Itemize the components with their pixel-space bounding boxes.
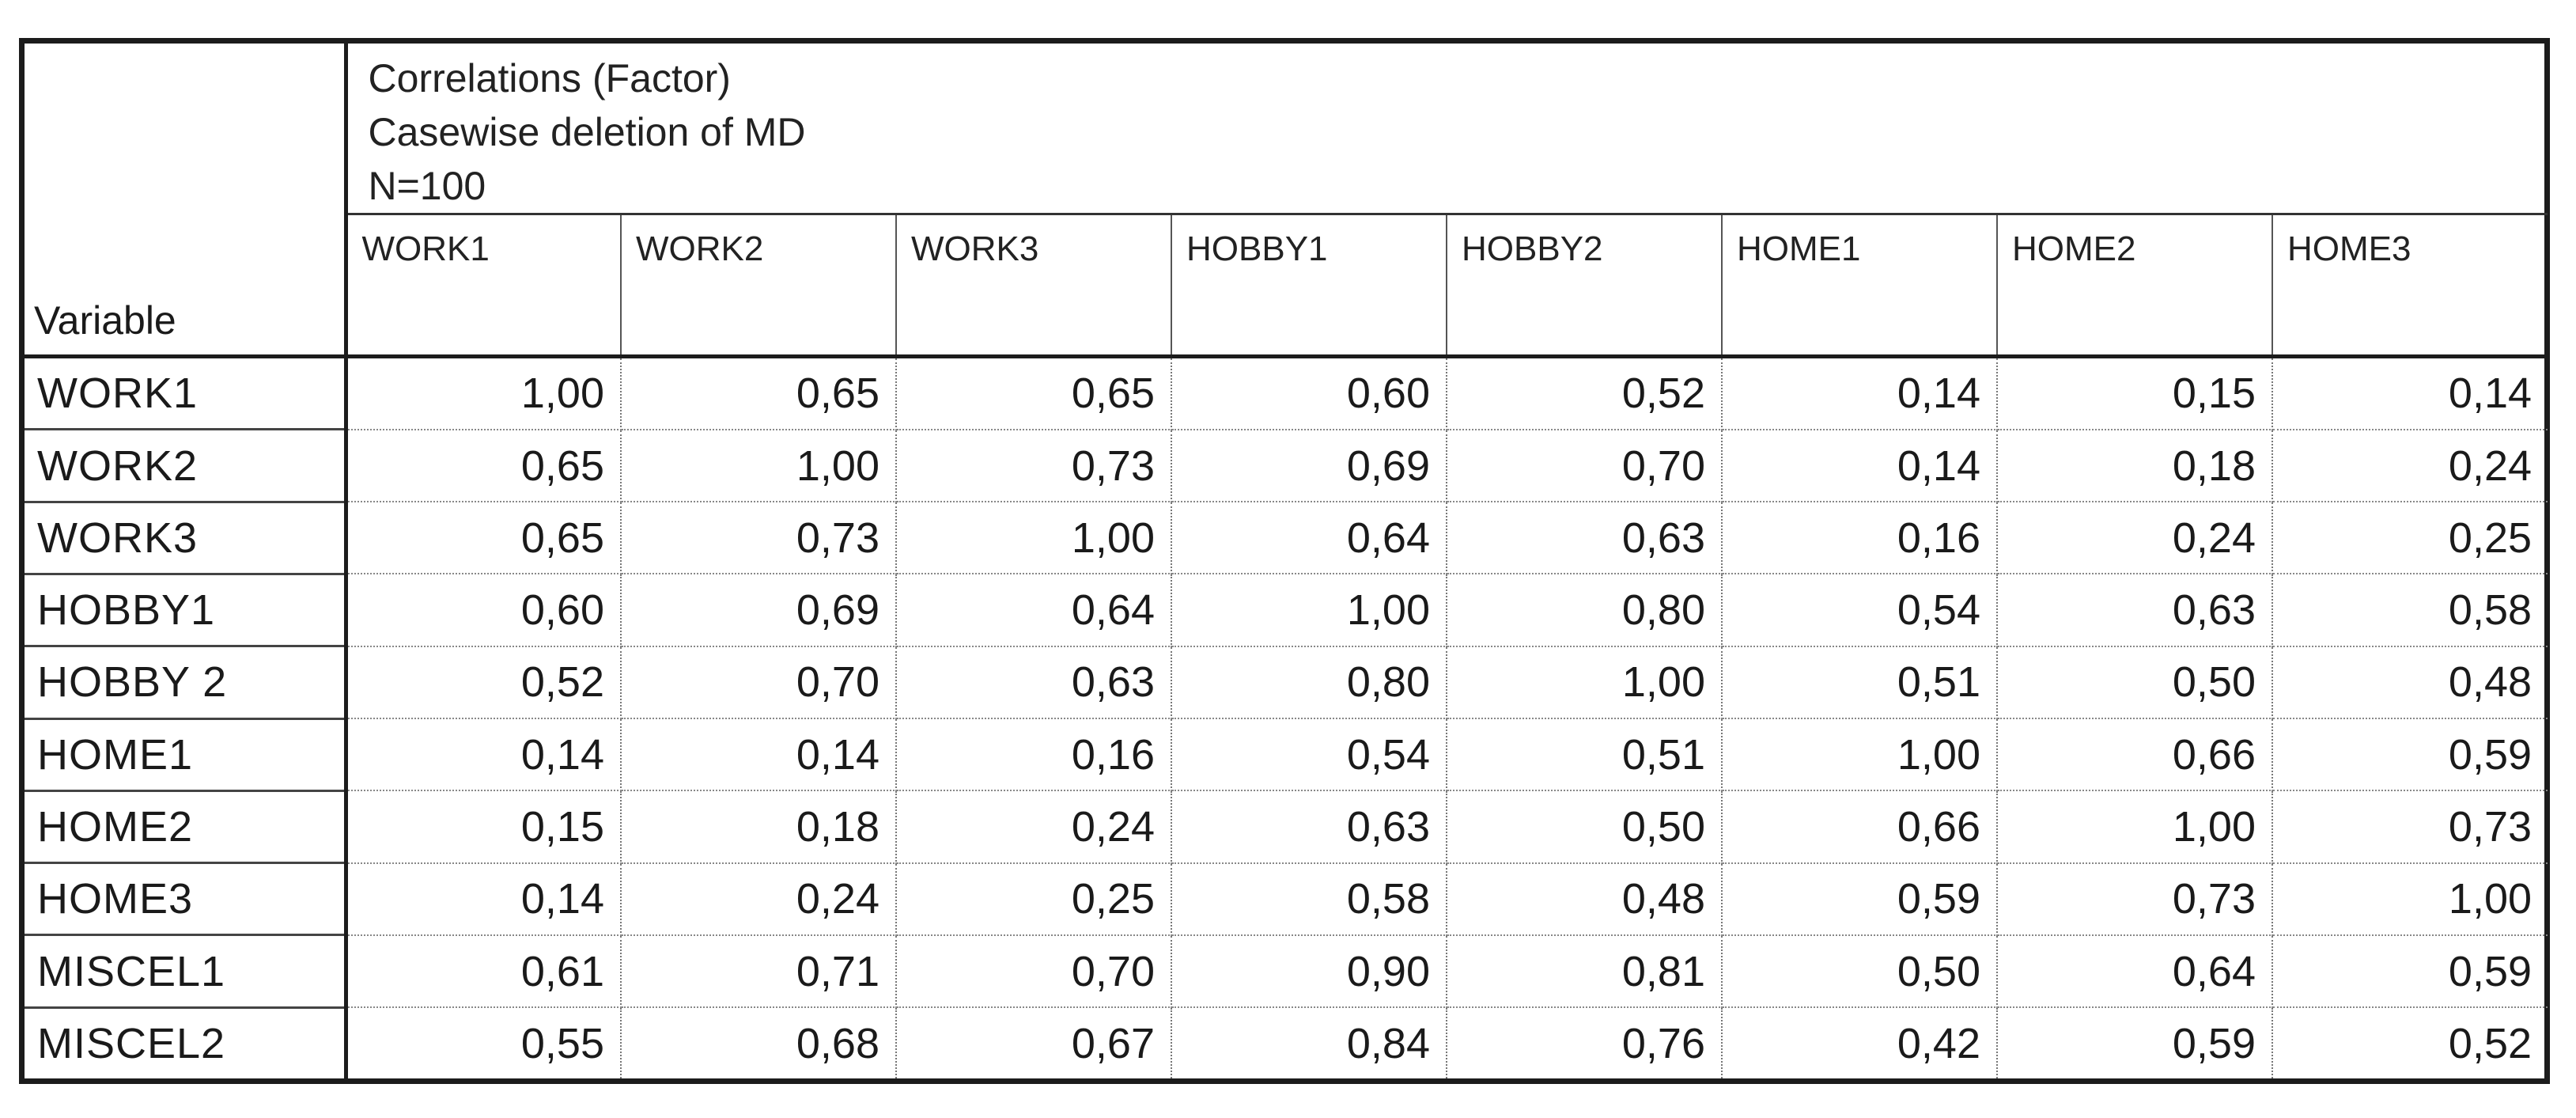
table-row bbox=[25, 935, 2548, 1007]
correlation-cell: 1,00 bbox=[621, 430, 896, 502]
correlation-cell: 0,24 bbox=[1997, 502, 2272, 574]
correlation-cell: 0,14 bbox=[1722, 357, 1997, 430]
correlation-cell: 0,14 bbox=[346, 718, 621, 790]
row-label: MISCEL2 bbox=[25, 1007, 346, 1078]
row-label: MISCEL1 bbox=[25, 935, 346, 1007]
table-row bbox=[25, 1007, 2548, 1078]
correlation-cell: 0,52 bbox=[346, 646, 621, 718]
column-header-home3: HOME3 bbox=[2272, 214, 2548, 357]
correlation-cell: 0,80 bbox=[1447, 574, 1722, 646]
correlation-cell: 0,25 bbox=[2272, 502, 2548, 574]
row-label: HOME1 bbox=[25, 718, 346, 790]
correlation-cell: 0,24 bbox=[621, 863, 896, 935]
correlation-cell: 0,48 bbox=[1447, 863, 1722, 935]
correlation-cell: 0,60 bbox=[346, 574, 621, 646]
row-label: WORK2 bbox=[25, 430, 346, 502]
row-label: WORK1 bbox=[25, 357, 346, 430]
correlation-cell: 0,64 bbox=[896, 574, 1171, 646]
correlation-cell: 0,59 bbox=[1722, 863, 1997, 935]
table-row bbox=[25, 790, 2548, 862]
correlation-cell: 0,66 bbox=[1722, 790, 1997, 862]
table-row bbox=[25, 718, 2548, 790]
correlation-cell: 0,60 bbox=[1171, 357, 1447, 430]
correlation-cell: 0,68 bbox=[621, 1007, 896, 1078]
correlation-cell: 0,73 bbox=[1997, 863, 2272, 935]
table-subtitle-deletion: Casewise deletion of MD bbox=[368, 110, 806, 154]
correlation-cell: 0,51 bbox=[1447, 718, 1722, 790]
correlation-cell: 0,63 bbox=[1447, 502, 1722, 574]
correlation-cell: 0,81 bbox=[1447, 935, 1722, 1007]
correlation-cell: 0,24 bbox=[2272, 430, 2548, 502]
variable-column-header: Variable bbox=[25, 44, 346, 357]
table-row bbox=[25, 863, 2548, 935]
correlation-cell: 0,14 bbox=[2272, 357, 2548, 430]
column-header-home2: HOME2 bbox=[1997, 214, 2272, 357]
correlation-cell: 0,69 bbox=[1171, 430, 1447, 502]
correlation-cell: 0,14 bbox=[1722, 430, 1997, 502]
correlation-cell: 0,65 bbox=[346, 430, 621, 502]
correlation-cell: 0,50 bbox=[1447, 790, 1722, 862]
correlation-cell: 0,54 bbox=[1722, 574, 1997, 646]
correlation-cell: 1,00 bbox=[896, 502, 1171, 574]
correlation-cell: 0,63 bbox=[896, 646, 1171, 718]
correlation-cell: 0,58 bbox=[1171, 863, 1447, 935]
correlation-table bbox=[25, 44, 2548, 1078]
correlation-cell: 0,25 bbox=[896, 863, 1171, 935]
table-title-block bbox=[346, 44, 2548, 214]
correlation-cell: 0,14 bbox=[346, 863, 621, 935]
column-header-hobby1: HOBBY1 bbox=[1171, 214, 1447, 357]
correlation-cell: 0,14 bbox=[621, 718, 896, 790]
table-row bbox=[25, 502, 2548, 574]
table-body bbox=[25, 357, 2548, 1079]
correlation-cell: 0,51 bbox=[1722, 646, 1997, 718]
column-header-home1: HOME1 bbox=[1722, 214, 1997, 357]
correlation-cell: 0,80 bbox=[1171, 646, 1447, 718]
table-row bbox=[25, 646, 2548, 718]
correlation-cell: 0,63 bbox=[1997, 574, 2272, 646]
correlation-cell: 1,00 bbox=[1997, 790, 2272, 862]
table-row bbox=[25, 574, 2548, 646]
correlation-cell: 0,15 bbox=[1997, 357, 2272, 430]
column-header-hobby2: HOBBY2 bbox=[1447, 214, 1722, 357]
correlation-cell: 0,66 bbox=[1997, 718, 2272, 790]
correlation-cell: 0,18 bbox=[621, 790, 896, 862]
table-row bbox=[25, 430, 2548, 502]
correlation-cell: 0,70 bbox=[1447, 430, 1722, 502]
correlation-cell: 0,24 bbox=[896, 790, 1171, 862]
row-label: HOME2 bbox=[25, 790, 346, 862]
correlation-cell: 0,73 bbox=[2272, 790, 2548, 862]
correlation-cell: 0,90 bbox=[1171, 935, 1447, 1007]
correlation-cell: 0,70 bbox=[896, 935, 1171, 1007]
correlation-cell: 0,48 bbox=[2272, 646, 2548, 718]
table-sample-size: N=100 bbox=[368, 164, 486, 208]
correlation-cell: 0,67 bbox=[896, 1007, 1171, 1078]
correlation-cell: 0,15 bbox=[346, 790, 621, 862]
correlation-cell: 0,42 bbox=[1722, 1007, 1997, 1078]
column-header-row bbox=[25, 214, 2548, 357]
correlation-cell: 0,61 bbox=[346, 935, 621, 1007]
row-label: HOBBY1 bbox=[25, 574, 346, 646]
column-header-work2: WORK2 bbox=[621, 214, 896, 357]
correlation-cell: 0,64 bbox=[1171, 502, 1447, 574]
correlation-cell: 0,63 bbox=[1171, 790, 1447, 862]
correlation-cell: 0,84 bbox=[1171, 1007, 1447, 1078]
correlation-cell: 0,50 bbox=[1722, 935, 1997, 1007]
row-label: WORK3 bbox=[25, 502, 346, 574]
correlation-cell: 0,52 bbox=[2448, 1019, 2532, 1067]
table-row bbox=[25, 357, 2548, 430]
correlation-cell: 0,59 bbox=[2272, 935, 2548, 1007]
correlation-cell: 0,70 bbox=[621, 646, 896, 718]
table-title: Correlations (Factor) bbox=[368, 56, 731, 100]
column-header-work3: WORK3 bbox=[896, 214, 1171, 357]
correlation-cell: 0,59 bbox=[1997, 1007, 2272, 1078]
correlation-cell: 0,76 bbox=[1447, 1007, 1722, 1078]
correlation-cell: 0,55 bbox=[346, 1007, 621, 1078]
correlation-cell: 0,52 bbox=[1447, 357, 1722, 430]
correlation-cell: 0,73 bbox=[621, 502, 896, 574]
correlation-cell: 0,73 bbox=[896, 430, 1171, 502]
row-label: HOME3 bbox=[25, 863, 346, 935]
correlation-cell: 0,71 bbox=[621, 935, 896, 1007]
correlation-cell: 0,65 bbox=[346, 502, 621, 574]
correlation-cell: 0,65 bbox=[621, 357, 896, 430]
correlation-cell: 0,54 bbox=[1171, 718, 1447, 790]
column-header-work1: WORK1 bbox=[346, 214, 621, 357]
correlation-cell: 0,64 bbox=[1997, 935, 2272, 1007]
correlation-cell: 1,00 bbox=[346, 357, 621, 430]
correlation-cell: 0,58 bbox=[2272, 574, 2548, 646]
correlation-cell: 0,65 bbox=[896, 357, 1171, 430]
correlation-table-frame bbox=[19, 38, 2550, 1084]
correlation-cell: 0,50 bbox=[1997, 646, 2272, 718]
correlation-cell: 0,16 bbox=[896, 718, 1171, 790]
row-label: HOBBY 2 bbox=[25, 646, 346, 718]
correlation-cell: 1,00 bbox=[1722, 718, 1997, 790]
correlation-cell: 1,00 bbox=[1447, 646, 1722, 718]
correlation-cell: 1,00 bbox=[1171, 574, 1447, 646]
correlation-cell: 0,18 bbox=[1997, 430, 2272, 502]
correlation-cell: 0,59 bbox=[2272, 718, 2548, 790]
correlation-cell: 1,00 bbox=[2272, 863, 2548, 935]
correlation-cell: 0,69 bbox=[621, 574, 896, 646]
correlation-cell: 0,16 bbox=[1722, 502, 1997, 574]
